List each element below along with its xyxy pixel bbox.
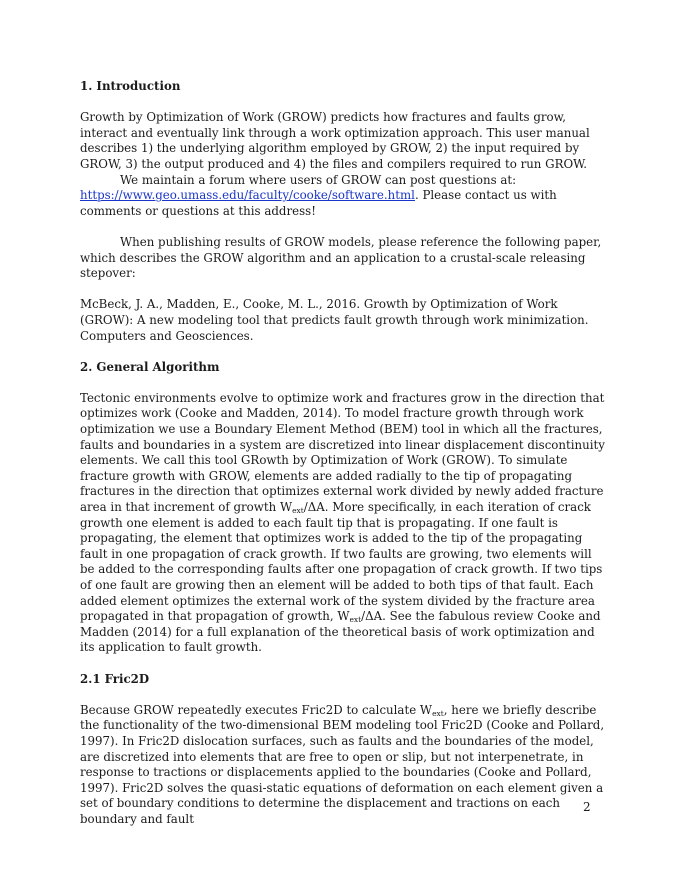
general-text-b: /ΔA. More specifically, in each iteration of crack growth one element is added to each fault tip that is propagating. If one fault is propagating, the element that optimizes work is added to the tip of the propagating fault in one propagation of crack growth. If two faults are growing, two elements will be added to the corresponding faults after one propagation of crack growth. If two tips of one fault are growing then an element will be added to both tips of that fault. Each added element optimizes the external work of the system divided by the fracture area propagated in that propagation of growth, W — [80, 500, 603, 624]
section-heading-introduction: 1. Introduction — [80, 79, 181, 93]
fric2d-text-b: , here we briefly describe the functionality of the two-dimensional BEM modeling tool Fric2D (Cooke and Pollard, 1997). In Fric2D dislocation surfaces, such as faults and the boundaries of the model, are discretized into elements that are free to open or slip, but not interpenetrate, in response to tractions or displacements applied to the boundaries (Cooke and Pollard, 1997). Fric2D solves the quasi-static equations of deformation on each element given a set of boundary conditions to determine the displacement and tractions on each boundary and fault — [80, 702, 605, 826]
general-algorithm-paragraph — [80, 391, 605, 656]
general-text-c: /ΔA. See the fabulous review Cooke and Madden (2014) for a full explanation of the theoretical basis of work optimization and its application to fault growth. — [80, 609, 601, 655]
section-heading-fric2d: 2.1 Fric2D — [80, 671, 150, 686]
document-page — [80, 79, 605, 828]
subscript-ext: ext — [432, 708, 444, 718]
forum-paragraph — [80, 173, 605, 220]
general-text-a: Tectonic environments evolve to optimize work and fractures grow in the direction that optimizes work (Cooke and Madden, 2014). To model fracture growth through work optimization we use a Boundary Element Method (BEM) tool in which all the fractures, faults and boundaries in a system are discretized into linear displacement discontinuity elements. We call this tool GRowth by Optimization of Work (GROW). To simulate fracture growth with GROW, elements are added radially to the tip of propagating fractures in the direction that optimizes external work divided by newly added fracture area in that increment of growth W — [80, 390, 605, 515]
citation-paragraph: McBeck, J. A., Madden, E., Cooke, M. L., 2016. Growth by Optimization of Work (GROW): A new modeling tool that predicts fault growth through work minimization. Computers and Geosciences. — [80, 297, 589, 343]
intro-paragraph: Growth by Optimization of Work (GROW) predicts how fractures and faults grow, interact and eventually link through a work optimization approach. This user manual describes 1) the underlying algorithm employed by GROW, 2) the input required by GROW, 3) the output produced and 4) the files and compilers required to run GROW. — [80, 110, 590, 171]
fric2d-paragraph — [80, 703, 605, 828]
subscript-ext: ext — [349, 615, 362, 625]
subscript-ext: ext — [292, 506, 304, 516]
forum-text-after: . Please contact us with comments or questions at this address! — [80, 188, 557, 218]
forum-link[interactable]: https://www.geo.umass.edu/faculty/cooke/software.html — [80, 188, 415, 203]
fric2d-text-a: Because GROW repeatedly executes Fric2D to calculate W — [80, 702, 433, 717]
publishing-paragraph: When publishing results of GROW models, please reference the following paper, which describes the GROW algorithm and an application to a crustal-scale releasing stepover: — [80, 234, 602, 281]
section-heading-general-algorithm: 2. General Algorithm — [80, 359, 220, 374]
page-number: 2 — [583, 800, 591, 814]
forum-text: We maintain a forum where users of GROW can post questions at: — [120, 172, 517, 187]
